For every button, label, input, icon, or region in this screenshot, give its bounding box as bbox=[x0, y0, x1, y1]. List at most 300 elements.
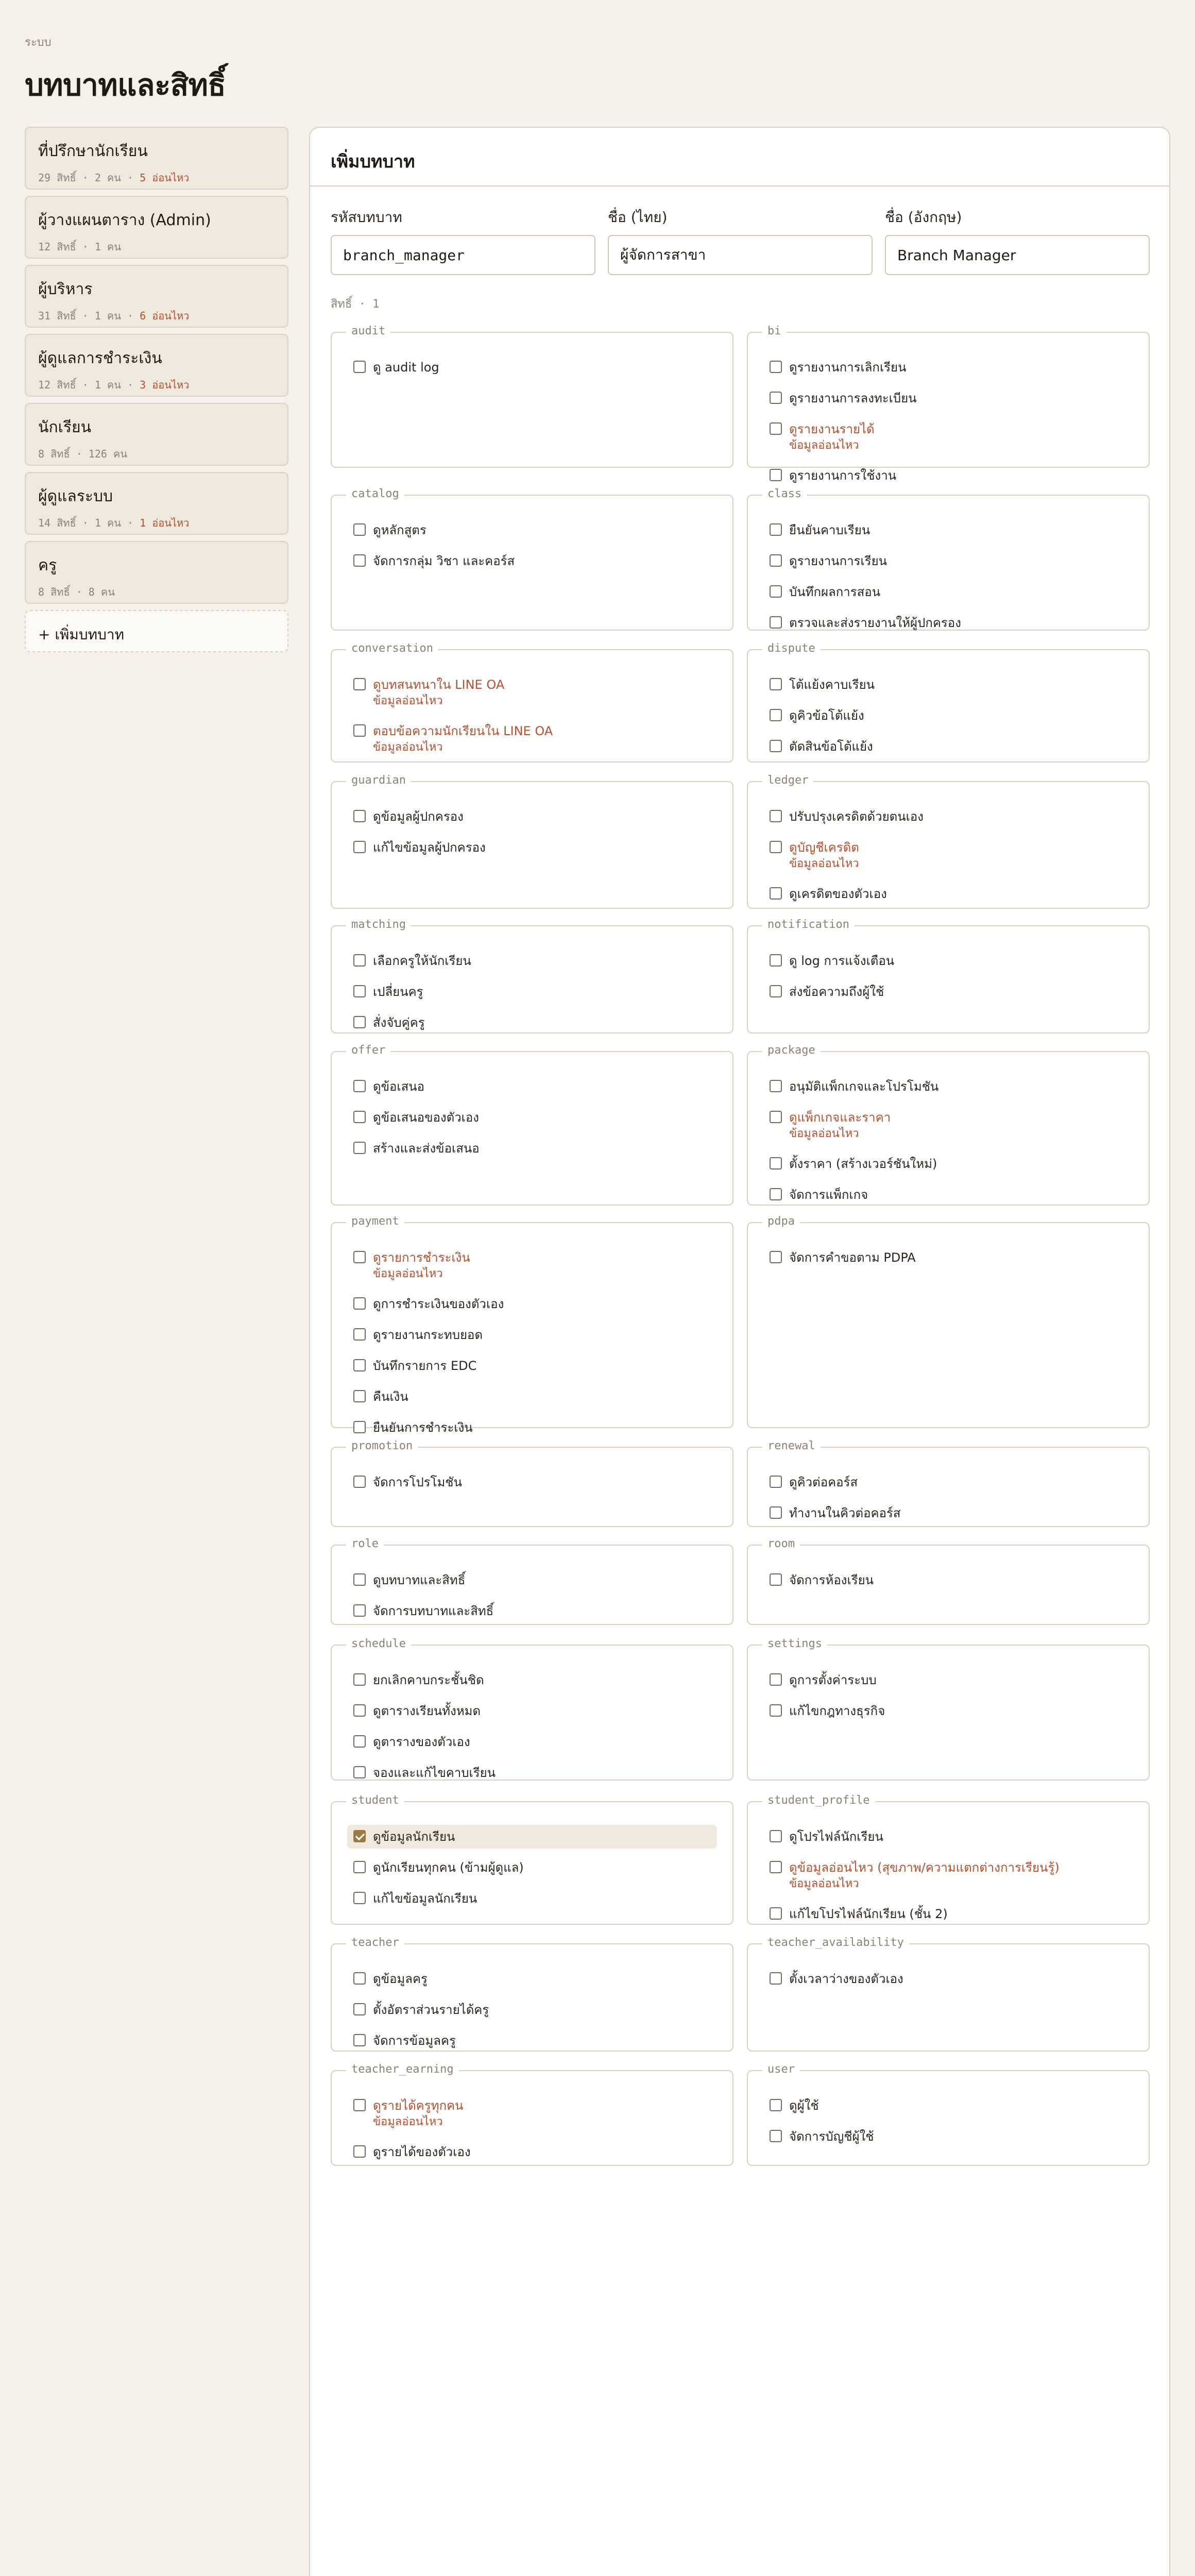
permission-checkbox[interactable] bbox=[353, 985, 366, 997]
role-card[interactable] bbox=[25, 334, 288, 397]
permission-label-text: ยืนยันคาบเรียน bbox=[789, 523, 870, 537]
permission-item[interactable] bbox=[347, 673, 717, 712]
permission-item[interactable] bbox=[763, 1668, 1133, 1692]
permission-checkbox[interactable] bbox=[353, 1704, 366, 1717]
permission-count: สิทธิ์ · 1 bbox=[331, 298, 380, 311]
permission-label bbox=[789, 676, 875, 693]
role-name-th-input[interactable] bbox=[608, 235, 873, 275]
breadcrumb: ระบบ bbox=[25, 36, 52, 49]
permission-label-text: โต้แย้งคาบเรียน bbox=[789, 677, 875, 692]
permission-item[interactable] bbox=[763, 980, 1133, 1004]
permission-label bbox=[789, 808, 924, 825]
group-label: teacher_earning bbox=[346, 2063, 459, 2076]
permission-label-text: ดูรายงานการเรียน bbox=[789, 554, 887, 568]
sensitive-note: ข้อมูลอ่อนไหว bbox=[373, 694, 443, 707]
permission-item[interactable] bbox=[347, 1730, 717, 1754]
group-label: student bbox=[346, 1794, 404, 1807]
role-name: ที่ปรึกษานักเรียน bbox=[38, 142, 148, 160]
permission-checkbox[interactable] bbox=[770, 678, 782, 690]
permission-checkbox[interactable] bbox=[353, 2003, 366, 2015]
permission-checkbox[interactable] bbox=[353, 1735, 366, 1748]
permission-item[interactable] bbox=[347, 1354, 717, 1378]
group-label: offer bbox=[346, 1044, 390, 1057]
role-card[interactable] bbox=[25, 472, 288, 535]
permission-item[interactable] bbox=[347, 1967, 717, 1991]
role-stats: 31 สิทธิ์ · 1 คน · bbox=[38, 310, 140, 322]
permission-group-pdpa bbox=[747, 1215, 1150, 1428]
group-label: user bbox=[762, 2063, 800, 2076]
permission-label-text: ดู audit log bbox=[373, 360, 439, 375]
permission-item[interactable] bbox=[763, 949, 1133, 973]
sensitive-count: 6 อ่อนไหว bbox=[140, 310, 190, 322]
permission-checkbox[interactable] bbox=[353, 1604, 366, 1617]
permission-checkbox[interactable] bbox=[353, 1328, 366, 1341]
role-card[interactable] bbox=[25, 196, 288, 259]
permission-item[interactable] bbox=[347, 2029, 717, 2053]
permission-item[interactable] bbox=[763, 1152, 1133, 1176]
permission-label bbox=[373, 1890, 477, 1907]
permission-item[interactable] bbox=[763, 1106, 1133, 1145]
permission-group-promotion bbox=[331, 1439, 733, 1527]
permission-checkbox[interactable] bbox=[353, 1861, 366, 1873]
permission-label-text: ดูบัญชีเครดิต bbox=[789, 840, 859, 855]
permission-label-text: ดูแพ็กเกจและราคา bbox=[789, 1110, 891, 1125]
role-name-en-input[interactable] bbox=[885, 235, 1150, 275]
permission-item[interactable] bbox=[347, 1385, 717, 1409]
permission-label bbox=[373, 676, 504, 709]
permission-checkbox[interactable] bbox=[770, 954, 782, 967]
permission-label-text: จัดการบทบาทและสิทธิ์ bbox=[373, 1604, 494, 1618]
role-card[interactable] bbox=[25, 265, 288, 328]
permission-label-text: ดูการชำระเงินของตัวเอง bbox=[373, 1297, 504, 1311]
permission-item[interactable] bbox=[763, 673, 1133, 697]
permission-label-text: เลือกครูให้นักเรียน bbox=[373, 954, 471, 968]
permission-checkbox[interactable] bbox=[353, 1297, 366, 1310]
role-name: ผู้ดูแลการชำระเงิน bbox=[38, 349, 162, 367]
permission-label-text: ดูคิวต่อคอร์ส bbox=[789, 1475, 858, 1489]
group-label: audit bbox=[346, 325, 390, 337]
role-meta bbox=[38, 377, 275, 393]
permission-checkbox[interactable] bbox=[770, 841, 782, 853]
permission-checkbox[interactable] bbox=[353, 1111, 366, 1123]
permission-label bbox=[789, 1970, 903, 1988]
role-name: นักเรียน bbox=[38, 418, 92, 436]
permission-checkbox[interactable] bbox=[770, 554, 782, 567]
permission-item[interactable] bbox=[347, 1075, 717, 1098]
permission-label bbox=[789, 420, 875, 453]
permission-checkbox[interactable] bbox=[353, 724, 366, 737]
permission-label bbox=[789, 1828, 883, 1845]
permission-group-teacher-earning bbox=[331, 2063, 733, 2166]
permission-checkbox[interactable] bbox=[353, 1892, 366, 1904]
permission-group-class bbox=[747, 487, 1150, 631]
permission-item[interactable] bbox=[347, 1856, 717, 1879]
permission-label bbox=[373, 1419, 473, 1436]
permission-checkbox[interactable] bbox=[770, 1972, 782, 1985]
permission-label bbox=[373, 1388, 408, 1405]
sensitive-note: ข้อมูลอ่อนไหว bbox=[373, 2115, 443, 2128]
permission-checkbox[interactable] bbox=[353, 841, 366, 853]
permission-label-text: ส่งข้อความถึงผู้ใช้ bbox=[789, 985, 884, 999]
permission-label bbox=[789, 521, 870, 539]
permission-checkbox[interactable] bbox=[353, 554, 366, 567]
permission-label bbox=[789, 1155, 937, 1173]
permission-label-text: ตั้งเวลาว่างของตัวเอง bbox=[789, 1972, 903, 1986]
permission-label-text: แก้ไขข้อมูลนักเรียน bbox=[373, 1891, 477, 1906]
role-stats: 8 สิทธิ์ · 126 คน bbox=[38, 448, 128, 460]
sensitive-count: 1 อ่อนไหว bbox=[140, 517, 190, 529]
permission-group-notification bbox=[747, 918, 1150, 1033]
role-meta bbox=[38, 584, 275, 600]
role-meta bbox=[38, 239, 275, 255]
permission-item[interactable] bbox=[347, 1323, 717, 1347]
permission-item[interactable] bbox=[763, 1825, 1133, 1849]
permission-label-text: ดูตารางเรียนทั้งหมด bbox=[373, 1704, 481, 1718]
permission-checkbox[interactable] bbox=[770, 616, 782, 629]
group-label: pdpa bbox=[762, 1215, 800, 1228]
permission-item[interactable] bbox=[763, 2125, 1133, 2148]
role-stats: 8 สิทธิ์ · 8 คน bbox=[38, 586, 115, 598]
permission-group-renewal bbox=[747, 1439, 1150, 1527]
group-label: ledger bbox=[762, 774, 813, 787]
permission-item[interactable] bbox=[347, 1246, 717, 1285]
permission-checkbox[interactable] bbox=[770, 523, 782, 536]
group-label: class bbox=[762, 487, 807, 500]
permission-label-text: ดูข้อมูลครู bbox=[373, 1972, 428, 1986]
permission-checkbox[interactable] bbox=[353, 1573, 366, 1586]
permission-group-conversation bbox=[331, 642, 733, 762]
permission-checkbox[interactable] bbox=[353, 1830, 366, 1842]
permission-checkbox[interactable] bbox=[770, 2099, 782, 2111]
permission-checkbox[interactable] bbox=[353, 2099, 366, 2111]
permission-item[interactable] bbox=[763, 355, 1133, 379]
role-name-th-field bbox=[608, 206, 873, 275]
role-stats: 29 สิทธิ์ · 2 คน · bbox=[38, 172, 140, 184]
sensitive-note: ข้อมูลอ่อนไหว bbox=[373, 741, 443, 754]
role-code-input[interactable] bbox=[331, 235, 595, 275]
permission-checkbox[interactable] bbox=[770, 1080, 782, 1092]
permission-checkbox[interactable] bbox=[353, 1673, 366, 1686]
group-label: schedule bbox=[346, 1637, 411, 1650]
add-role-button[interactable]: + เพิ่มบทบาท bbox=[25, 610, 288, 652]
permission-label bbox=[373, 1970, 428, 1988]
permission-checkbox[interactable] bbox=[770, 985, 782, 997]
permission-item[interactable] bbox=[347, 1011, 717, 1035]
permission-label-text: ดู log การแจ้งเตือน bbox=[789, 954, 895, 968]
permission-label bbox=[373, 1671, 484, 1689]
permission-label bbox=[373, 552, 515, 570]
permission-checkbox[interactable] bbox=[770, 1476, 782, 1488]
permission-item[interactable] bbox=[763, 1470, 1133, 1494]
permission-item[interactable] bbox=[347, 1761, 717, 1785]
permission-item[interactable] bbox=[347, 1668, 717, 1692]
permission-checkbox[interactable] bbox=[770, 740, 782, 752]
permission-checkbox[interactable] bbox=[353, 1390, 366, 1402]
role-card[interactable] bbox=[25, 127, 288, 190]
permission-item[interactable] bbox=[763, 464, 1133, 487]
permission-item[interactable] bbox=[347, 1998, 717, 2022]
permission-label-text: ดูเครดิตของตัวเอง bbox=[789, 887, 887, 901]
permission-checkbox[interactable] bbox=[770, 585, 782, 598]
role-code-label: รหัสบทบาท bbox=[331, 209, 402, 226]
permission-label bbox=[789, 1504, 901, 1522]
permission-checkbox[interactable] bbox=[353, 1359, 366, 1371]
group-label: teacher_availability bbox=[762, 1936, 909, 1949]
permission-group-settings bbox=[747, 1637, 1150, 1781]
permission-item[interactable] bbox=[347, 549, 717, 573]
permission-item[interactable] bbox=[347, 980, 717, 1004]
role-meta bbox=[38, 515, 275, 531]
permission-label bbox=[373, 2097, 463, 2130]
permission-checkbox[interactable] bbox=[353, 810, 366, 822]
permission-label bbox=[373, 1109, 479, 1126]
permission-label-text: บันทึกรายการ EDC bbox=[373, 1359, 477, 1373]
permission-label-text: ดูรายการชำระเงิน bbox=[373, 1250, 470, 1265]
permission-checkbox[interactable] bbox=[770, 1673, 782, 1686]
permission-label-text: ตอบข้อความนักเรียนใน LINE OA bbox=[373, 724, 553, 738]
permission-label bbox=[373, 1702, 481, 1720]
permission-label-text: ดูนักเรียนทุกคน (ข้ามผู้ดูแล) bbox=[373, 1860, 524, 1875]
permission-label-text: ดูข้อมูลนักเรียน bbox=[373, 1829, 455, 1844]
permission-item[interactable] bbox=[763, 386, 1133, 410]
permission-label-text: ดูหลักสูตร bbox=[373, 523, 426, 537]
role-card[interactable] bbox=[25, 403, 288, 466]
permission-label bbox=[789, 839, 859, 872]
permission-item[interactable] bbox=[763, 1568, 1133, 1592]
role-meta bbox=[38, 308, 275, 324]
permission-label bbox=[373, 1733, 470, 1751]
permission-label-text: ดูข้อมูลผู้ปกครอง bbox=[373, 809, 464, 824]
sensitive-count: 5 อ่อนไหว bbox=[140, 172, 190, 184]
permission-label bbox=[373, 359, 439, 376]
permission-label bbox=[373, 1014, 425, 1031]
permission-label bbox=[789, 1473, 858, 1491]
permission-item[interactable] bbox=[347, 2140, 717, 2164]
permission-label-text: จัดการแพ็กเกจ bbox=[789, 1188, 868, 1202]
role-list bbox=[25, 127, 288, 652]
permission-group-payment bbox=[331, 1215, 733, 1435]
permission-label bbox=[373, 839, 486, 856]
permission-checkbox[interactable] bbox=[770, 1251, 782, 1263]
permission-checkbox[interactable] bbox=[770, 709, 782, 721]
permission-item[interactable] bbox=[763, 1967, 1133, 1991]
role-name: ครู bbox=[38, 556, 57, 574]
permission-label-text: ดูรายงานการใช้งาน bbox=[789, 468, 897, 483]
permission-item[interactable] bbox=[763, 1699, 1133, 1723]
permission-label-text: ดูรายงานกระทบยอด bbox=[373, 1328, 483, 1342]
permission-label-text: บันทึกผลการสอน bbox=[789, 585, 881, 599]
permission-checkbox[interactable] bbox=[353, 361, 366, 373]
permission-label bbox=[789, 1249, 916, 1266]
permission-item[interactable] bbox=[763, 549, 1133, 573]
permission-label bbox=[373, 1326, 483, 1344]
permission-label bbox=[789, 1905, 948, 1923]
permission-item[interactable] bbox=[347, 1416, 717, 1439]
permission-label-text: เปลี่ยนครู bbox=[373, 985, 423, 999]
permission-checkbox[interactable] bbox=[353, 1016, 366, 1028]
permission-checkbox[interactable] bbox=[353, 523, 366, 536]
permission-item[interactable] bbox=[763, 580, 1133, 604]
permission-item[interactable] bbox=[347, 1599, 717, 1623]
permission-item[interactable] bbox=[763, 417, 1133, 456]
permission-checkbox[interactable] bbox=[770, 2130, 782, 2142]
permission-checkbox[interactable] bbox=[353, 1972, 366, 1985]
permission-label-text: ดูข้อมูลอ่อนไหว (สุขภาพ/ความแตกต่างการเรียนรู้) bbox=[789, 1860, 1060, 1875]
permission-label bbox=[789, 707, 864, 724]
role-card[interactable] bbox=[25, 541, 288, 604]
permission-item[interactable] bbox=[347, 1825, 717, 1849]
sensitive-count: 3 อ่อนไหว bbox=[140, 379, 190, 391]
permission-group-student bbox=[331, 1794, 733, 1925]
permission-label bbox=[373, 952, 471, 970]
permission-label bbox=[789, 1571, 874, 1589]
permission-item[interactable] bbox=[763, 735, 1133, 758]
sensitive-note: ข้อมูลอ่อนไหว bbox=[373, 1267, 443, 1280]
permission-label-text: ดูข้อเสนอของตัวเอง bbox=[373, 1110, 480, 1125]
role-name-th-label: ชื่อ (ไทย) bbox=[608, 209, 668, 226]
permission-label bbox=[789, 1078, 938, 1095]
permission-item[interactable] bbox=[763, 1501, 1133, 1525]
permission-label bbox=[789, 1109, 891, 1142]
panel-title: เพิ่มบทบาท bbox=[310, 128, 1169, 187]
permission-checkbox[interactable] bbox=[353, 954, 366, 967]
permission-checkbox[interactable] bbox=[770, 1573, 782, 1586]
permission-label-text: จัดการห้องเรียน bbox=[789, 1573, 874, 1587]
permission-checkbox[interactable] bbox=[353, 2034, 366, 2046]
group-label: teacher bbox=[346, 1936, 404, 1949]
permission-item[interactable] bbox=[347, 1887, 717, 1910]
permission-group-audit bbox=[331, 325, 733, 468]
group-label: student_profile bbox=[762, 1794, 875, 1807]
group-label: package bbox=[762, 1044, 821, 1057]
permission-label-text: คืนเงิน bbox=[373, 1389, 408, 1404]
permission-item[interactable] bbox=[763, 1902, 1133, 1926]
permission-checkbox[interactable] bbox=[770, 887, 782, 900]
permission-item[interactable] bbox=[763, 611, 1133, 635]
role-meta bbox=[38, 446, 275, 462]
permission-item[interactable] bbox=[763, 1075, 1133, 1098]
permission-checkbox[interactable] bbox=[770, 1157, 782, 1170]
permission-checkbox[interactable] bbox=[353, 1421, 366, 1433]
permission-item[interactable] bbox=[763, 836, 1133, 875]
permission-item[interactable] bbox=[763, 805, 1133, 828]
permission-label-text: ดูข้อเสนอ bbox=[373, 1079, 425, 1094]
permission-group-schedule bbox=[331, 1637, 733, 1781]
permission-item[interactable] bbox=[347, 1470, 717, 1494]
group-label: dispute bbox=[762, 642, 821, 655]
permission-label bbox=[789, 1671, 877, 1689]
permission-item[interactable] bbox=[763, 518, 1133, 542]
permission-label bbox=[373, 1140, 480, 1157]
permission-checkbox[interactable] bbox=[353, 1476, 366, 1488]
permission-checkbox[interactable] bbox=[770, 1188, 782, 1200]
permission-label bbox=[373, 808, 464, 825]
permission-item[interactable] bbox=[347, 805, 717, 828]
permission-group-ledger bbox=[747, 774, 1150, 909]
permission-checkbox[interactable] bbox=[770, 1830, 782, 1842]
permission-item[interactable] bbox=[347, 2094, 717, 2133]
permission-item[interactable] bbox=[347, 1292, 717, 1316]
permission-label bbox=[789, 359, 907, 376]
permission-label-text: ทำงานในคิวต่อคอร์ส bbox=[789, 1506, 901, 1520]
group-label: bi bbox=[762, 325, 787, 337]
permission-label bbox=[789, 1186, 868, 1204]
permission-checkbox[interactable] bbox=[353, 1766, 366, 1778]
permission-checkbox[interactable] bbox=[770, 1506, 782, 1519]
permission-item[interactable] bbox=[347, 719, 717, 758]
permission-label-text: ตรวจและส่งรายงานให้ผู้ปกครอง bbox=[789, 616, 961, 630]
permission-checkbox[interactable] bbox=[353, 1251, 366, 1263]
permission-label-text: ดูโปรไฟล์นักเรียน bbox=[789, 1829, 883, 1844]
permission-checkbox[interactable] bbox=[353, 2145, 366, 2158]
permission-item[interactable] bbox=[763, 1246, 1133, 1269]
permission-item[interactable] bbox=[763, 704, 1133, 727]
sensitive-note: ข้อมูลอ่อนไหว bbox=[789, 1127, 859, 1140]
permission-label-text: ยืนยันการชำระเงิน bbox=[373, 1420, 473, 1435]
permission-item[interactable] bbox=[763, 1183, 1133, 1207]
permission-group-teacher bbox=[331, 1936, 733, 2052]
permission-checkbox[interactable] bbox=[770, 1111, 782, 1123]
permission-item[interactable] bbox=[347, 518, 717, 542]
permission-label-text: จองและแก้ไขคาบเรียน bbox=[373, 1766, 496, 1780]
permission-item[interactable] bbox=[347, 836, 717, 859]
permission-checkbox[interactable] bbox=[770, 392, 782, 404]
permission-label bbox=[373, 2032, 456, 2049]
permission-label bbox=[373, 1249, 470, 1282]
permission-label bbox=[373, 1078, 424, 1095]
permission-group-bi bbox=[747, 325, 1150, 483]
permission-item[interactable] bbox=[763, 2094, 1133, 2117]
permission-group-student-profile bbox=[747, 1794, 1150, 1925]
permission-checkbox[interactable] bbox=[770, 810, 782, 822]
permission-checkbox[interactable] bbox=[770, 469, 782, 481]
sensitive-note: ข้อมูลอ่อนไหว bbox=[789, 857, 859, 870]
permission-label-text: ตัดสินข้อโต้แย้ง bbox=[789, 739, 873, 754]
permission-item[interactable] bbox=[347, 949, 717, 973]
permission-item[interactable] bbox=[347, 1106, 717, 1129]
group-label: guardian bbox=[346, 774, 411, 787]
permission-label-text: แก้ไขข้อมูลผู้ปกครอง bbox=[373, 840, 486, 855]
permission-item[interactable] bbox=[347, 1137, 717, 1160]
permission-item[interactable] bbox=[347, 1699, 717, 1723]
permission-label bbox=[373, 1859, 524, 1876]
permission-checkbox[interactable] bbox=[770, 422, 782, 435]
permission-label-text: ดูรายได้ของตัวเอง bbox=[373, 2145, 471, 2159]
permission-checkbox[interactable] bbox=[770, 361, 782, 373]
permission-label bbox=[789, 467, 896, 484]
permission-item[interactable] bbox=[347, 355, 717, 379]
permission-checkbox[interactable] bbox=[353, 1080, 366, 1092]
permission-checkbox[interactable] bbox=[353, 678, 366, 690]
permission-item[interactable] bbox=[347, 1568, 717, 1592]
permission-item[interactable] bbox=[763, 1856, 1133, 1895]
permission-item[interactable] bbox=[763, 882, 1133, 906]
permission-label bbox=[789, 389, 917, 407]
permission-group-dispute bbox=[747, 642, 1150, 762]
permission-label bbox=[373, 1473, 462, 1491]
permission-label-text: ตั้งอัตราส่วนรายได้ครู bbox=[373, 2003, 489, 2017]
permission-label bbox=[373, 1295, 504, 1313]
permission-checkbox[interactable] bbox=[770, 1907, 782, 1920]
permission-group-teacher-availability bbox=[747, 1936, 1150, 2052]
permission-label bbox=[789, 614, 961, 632]
permission-checkbox[interactable] bbox=[770, 1704, 782, 1717]
permission-group-role bbox=[331, 1537, 733, 1625]
permission-checkbox[interactable] bbox=[770, 1861, 782, 1873]
permission-checkbox[interactable] bbox=[353, 1142, 366, 1154]
permission-label bbox=[789, 1859, 1060, 1892]
role-stats: 12 สิทธิ์ · 1 คน · bbox=[38, 379, 140, 391]
